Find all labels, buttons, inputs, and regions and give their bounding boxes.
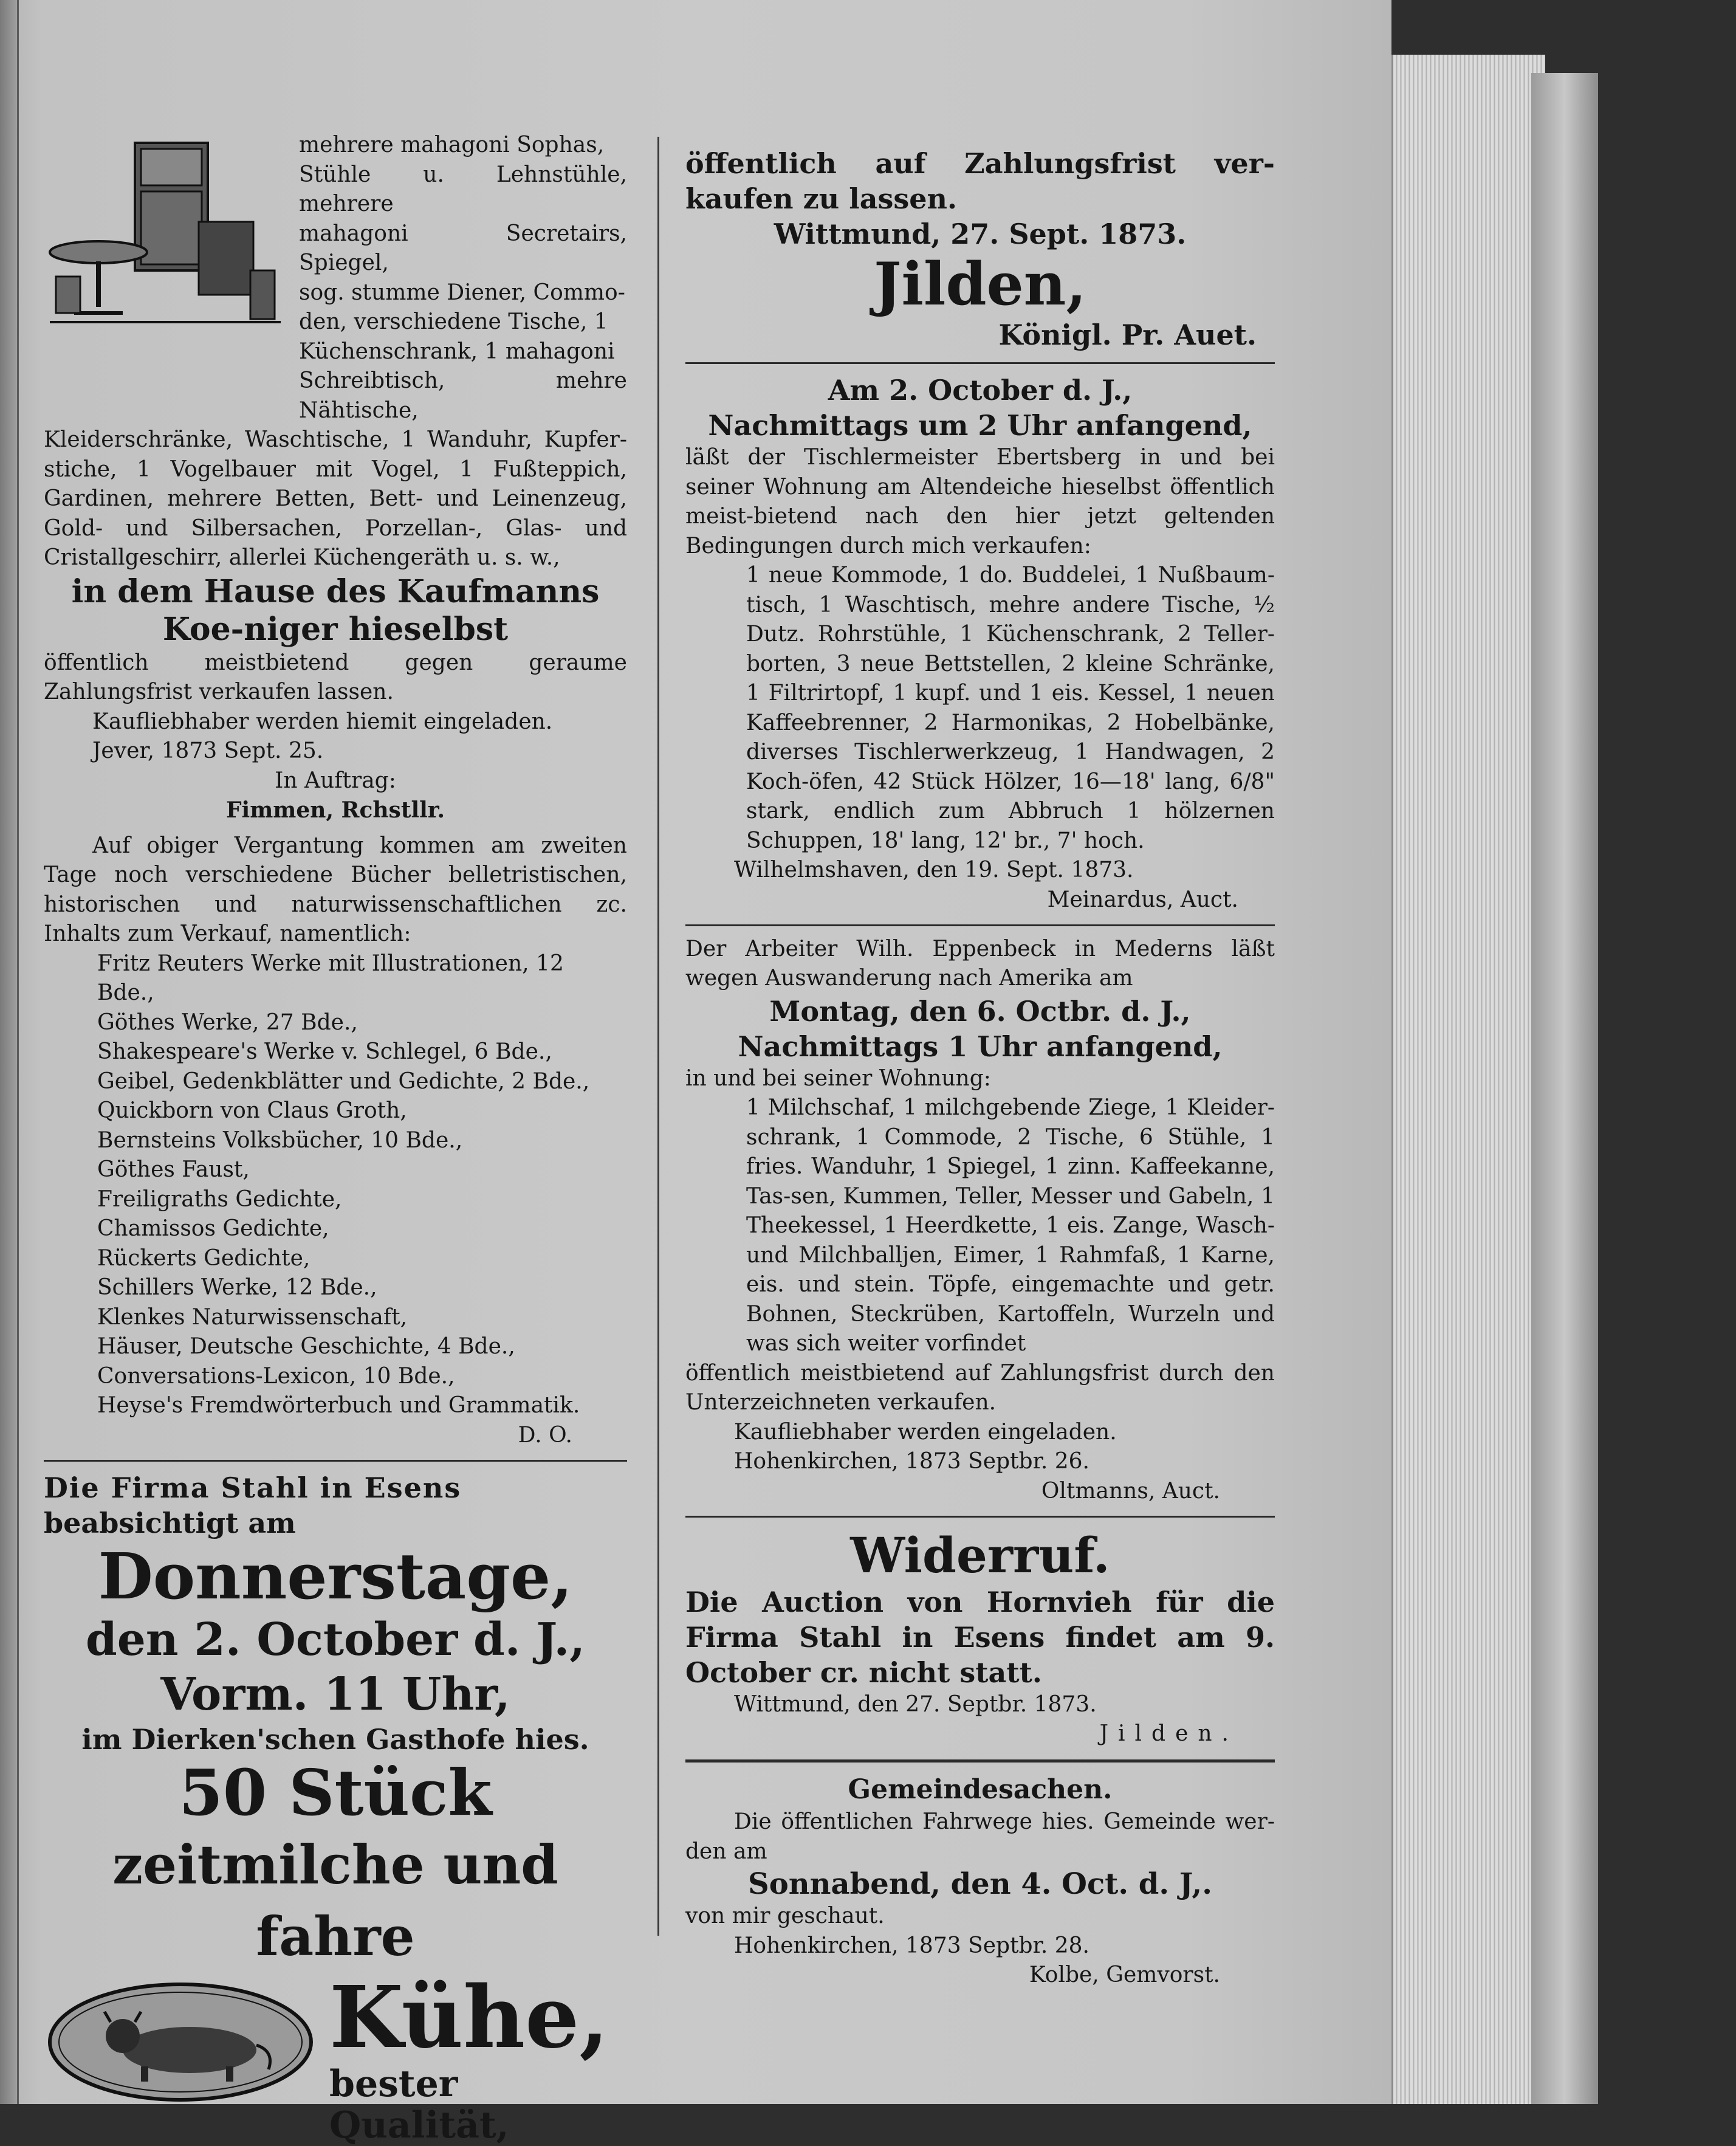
ad6-action: von mir geschaut. [685,1904,885,1928]
previous-page-edge [0,0,19,2104]
ad6-signer: Kolbe, Gemvorst. [1029,1962,1220,1987]
list-item: Shakespeare's Werke v. Schlegel, 6 Bde., [97,1039,552,1064]
book-list [44,949,627,1421]
ad4-day: Montag, den 6. Octbr. d. J., [769,994,1191,1028]
ad3-body: läßt der Tischlermeister Ebertsberg in und bei seiner Wohnung am Altendeiche hieselbst öffentlich meist-bietend nach den hier jetzt geltenden Bedingungen durch mich verkaufen: [685,445,1275,559]
ad5-date: Wittmund, den 27. Septbr. 1873. [734,1691,1097,1717]
book-cover-edge [1531,73,1598,2104]
ad3-signer: Meinardus, Auct. [1047,887,1238,912]
ad2-day: Donnerstage, [98,1538,573,1614]
ad3-items: 1 neue Kommode, 1 do. Buddelei, 1 Nußbaum-tisch, 1 Waschtisch, mehre andere Tische, ½ Dutz. Rohrstühle, 1 Küchenschrank, 2 Teller-borten, 3 neue Bettstellen, 2 kleine Schränke, 1 Filtrirtopf, 1 kupf. und 1 eis. Kessel, 1 neuen Kaffeebrenner, 2 Harmonikas, 2 Hobelbänke, diverses Tischlerwerkzeug, 1 Handwagen, 2 Koch-öfen, 42 Stück Hölzer, 16—18' lang, 6/8" stark, endlich zum Abbruch 1 hölzernen Schuppen, 18' lang, 12' br., 7' hoch. [746,563,1275,853]
ad5-signer: Jilden. [1099,1721,1238,1746]
list-item: Göthes Faust, [97,1157,250,1182]
ad-line: Schreibtisch, mehre Nähtische, [299,368,627,423]
ad-initials: D. O. [518,1422,572,1448]
ad2-count: 50 Stück [179,1755,492,1830]
ad2-time: Vorm. 11 Uhr, [160,1668,510,1721]
list-item: Klenkes Naturwissenschaft, [97,1304,408,1330]
ad4-date: Hohenkirchen, 1873 Septbr. 26. [734,1449,1089,1474]
list-item: Freiligraths Gedichte, [97,1186,342,1212]
right-column [685,146,1275,1990]
ad-line: mahagoni Secretairs, Spiegel, [299,221,627,275]
ad-invite: Kaufliebhaber werden hiemit eingeladen. [92,709,553,734]
section-divider-thick [685,1759,1275,1763]
list-item: Häuser, Deutsche Geschichte, 4 Bde., [97,1334,515,1359]
ad4-where: in und bei seiner Wohnung: [685,1065,991,1091]
ad6-day: Sonnabend, den 4. Oct. d. J,. [748,1867,1212,1901]
ad5-body: Die Auction von Hornvieh für die Firma Stahl in Esens findet am 9. October cr. nicht statt. [685,1585,1275,1689]
ad3-date: Am 2. October d. J., [828,374,1133,407]
list-item: Chamissos Gedichte, [97,1216,329,1241]
ad2-quality: bester Qualität, [329,2062,509,2146]
list-item: Rückerts Gedichte, [97,1245,310,1271]
ad4-time: Nachmittags 1 Uhr anfangend, [738,1030,1223,1063]
ad-line: sog. stumme Diener, Commo- [299,280,625,305]
ad2-cows: Kühe, [329,1972,609,2068]
cont-signer: Jilden, [874,250,1086,318]
section-divider [685,1516,1275,1518]
ad-sale-terms: öffentlich meistbietend gegen geraume Zahlungsfrist verkaufen lassen. [44,650,627,704]
section-divider [685,924,1275,926]
ad-date: Jever, 1873 Sept. 25. [92,738,324,763]
furniture-list [299,131,627,425]
ad6-title: Gemeindesachen. [848,1774,1113,1805]
furniture-illustration [44,131,287,331]
list-item: Fritz Reuters Werke mit Illustrationen, 12 Bde., [97,951,564,1005]
column-divider [657,137,659,1936]
left-column [44,131,627,2146]
cow-illustration [44,1978,317,2106]
list-item: Conversations-Lexicon, 10 Bde., [97,1363,455,1389]
ad2-place: im Dierken'schen Gasthofe hies. [81,1722,589,1756]
list-item: Quickborn von Claus Groth, [97,1098,407,1123]
ad-line: mehrere mahagoni Sophas, [299,132,605,157]
ad6-date: Hohenkirchen, 1873 Septbr. 28. [734,1933,1089,1958]
books-intro: Auf obiger Vergantung kommen am zweiten Tage noch verschiedene Bücher belletristischen, historischen und naturwissenschaftlichen zc. Inhalts zum Verkauf, namentlich: [44,833,627,946]
list-item: Schillers Werke, 12 Bde., [97,1275,377,1300]
ad4-signer: Oltmanns, Auct. [1041,1478,1220,1504]
list-item: Bernsteins Volksbücher, 10 Bde., [97,1127,463,1153]
ad6-body: Die öffentlichen Fahrwege hies. Gemeinde wer-den am [685,1809,1275,1864]
ad3-time: Nachmittags um 2 Uhr anfangend, [708,409,1252,442]
cont-title: Königl. Pr. Auet. [998,318,1257,351]
ad2-firm: Die Firma Stahl in Esens [44,1471,462,1504]
ad-line: Stühle u. Lehnstühle, mehrere [299,162,627,216]
ad3-place-date: Wilhelmshaven, den 19. Sept. 1873. [734,858,1134,882]
section-divider [44,1460,627,1462]
list-item: Heyse's Fremdwörterbuch und Grammatik. [97,1393,580,1418]
ad4-items: 1 Milchschaf, 1 milchgebende Ziege, 1 Kleider-schrank, 1 Commode, 2 Tische, 6 Stühle, 1 fries. Wanduhr, 1 Spiegel, 1 zinn. Kaffeekanne, Tas-sen, Kummen, Teller, Messer und Gabeln, 1 Theekessel, 1 Heerdkette, 1 eis. Zange, Wasch- und Milchballjen, Eimer, 1 Rahmfaß, 1 Karne, eis. und stein. Töpfe, eingemachte und getr. Bohnen, Steckrüben, Kartoffeln, Wurzeln und was sich weiter vorfindet [746,1095,1275,1356]
ad-order: In Auftrag: [275,768,396,793]
ad-body: Kleiderschränke, Waschtische, 1 Wanduhr, Kupfer-stiche, 1 Vogelbauer mit Vogel, 1 Fußteppich, Gardinen, mehrere Betten, Bett- und Leinenzeug, Gold- und Silbersachen, Porzellan-, Glas- und Cristallgeschirr, allerlei Küchengeräth u. s. w., [44,427,627,570]
ad4-intro: Der Arbeiter Wilh. Eppenbeck in Mederns läßt wegen Auswanderung nach Amerika am [685,936,1275,991]
section-divider [685,362,1275,364]
ad2-cows-block [44,1972,627,2146]
ad2-intent: beabsichtigt am [44,1506,296,1539]
ad-signer: Fimmen, Rchstllr. [225,797,445,823]
ad2-date: den 2. October d. J., [85,1613,586,1666]
list-item: Geibel, Gedenkblätter und Gedichte, 2 Bde., [97,1068,590,1094]
ad5-title: Widerruf. [850,1526,1110,1584]
book-page-edges [1391,55,1545,2104]
ad-line: Küchenschrank, 1 mahagoni [299,339,615,364]
ad2-kind: zeitmilche und fahre [112,1832,558,1968]
ad4-invite: Kaufliebhaber werden eingeladen. [734,1419,1117,1445]
ad-heading: in dem Hause des Kaufmanns Koe-niger hieselbst [71,573,600,648]
cont-date: Wittmund, 27. Sept. 1873. [774,218,1187,250]
ad-line: den, verschiedene Tische, 1 [299,309,608,334]
cont-line: öffentlich auf Zahlungsfrist ver-kaufen zu lassen. [685,147,1275,215]
ad4-sale: öffentlich meistbietend auf Zahlungsfrist durch den Unterzeichneten verkaufen. [685,1360,1275,1415]
list-item: Göthes Werke, 27 Bde., [97,1009,358,1035]
